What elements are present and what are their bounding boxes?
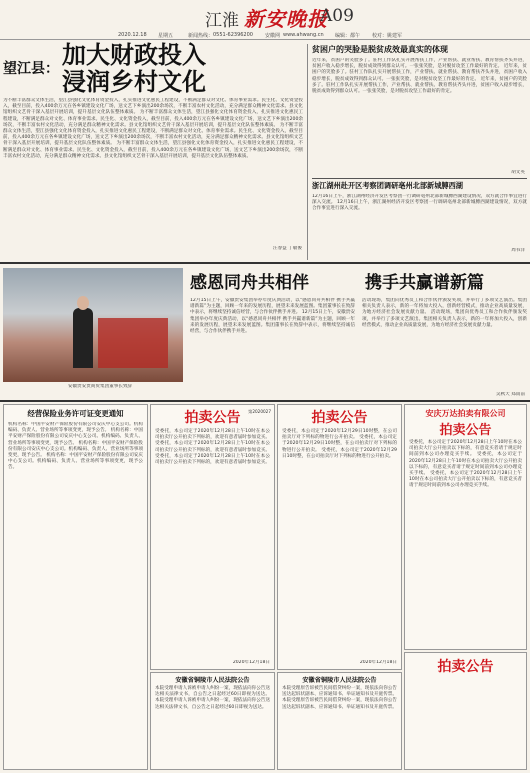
- lead-body-text-cont: 为不断丰富群众文体生活，望江县强化文化体育资金投入，扎实推进文化惠民工程建设，不断满足群众对文化、体育事业需求。民生化、文化资金投入，截至目前，投入400余万元在各乡镇建设文化广场，送文艺下乡演出200余场次，不断丰富农村文化活动，充分满足群众精神文化需求。县文化馆组织文艺骨干深入基层开展培训，提升基层文化队伍整体素质。: [3, 110, 303, 128]
- court1-body-text-cont: 本院受理申请人诉被申请人纠纷一案，现依法向你公告送达相关法律文书，自公告之日起经过60日即视为送达。: [155, 698, 270, 710]
- lead-kicker-wrap: [3, 58, 63, 78]
- speaker-head: [77, 296, 89, 310]
- feature-body-right: [362, 298, 527, 390]
- auction2-body-text-cont: 受委托，本公司定于2020年12月29日10时整，在公司拍卖厅对下列标的物进行公开拍卖。: [282, 435, 397, 453]
- lead-title-2: 浸润乡村文化: [62, 68, 206, 96]
- wanda-company: 安庆万达拍卖有限公司: [425, 409, 506, 418]
- feature-photo-caption: 安徽贵安贵商贸集团董事长致辞: [67, 384, 133, 389]
- story2-body-text-cont2: 近年来，贫困户的笑脸多了。驻村工作队扎实开展帮扶工作，产业帮扶、就业帮扶、教育帮扶齐头并进，贫困户收入稳步增长，脱贫成效得到群众认可。一张张笑脸，是对脱贫攻坚工作最好的肯定。: [312, 76, 527, 95]
- editor: 编辑：都午: [335, 33, 361, 39]
- story2-title: 贫困户的哭脸是脱贫成效最真实的体现: [312, 45, 448, 54]
- wanda-title: 拍卖公告: [439, 423, 492, 438]
- masthead-region: 江淮: [205, 11, 239, 31]
- auction-notice-2: [277, 404, 402, 670]
- hotline-label: 新闻热线：: [188, 33, 214, 39]
- insurance-body-text-cont2: 机构名称：中国平安财产保险股份有限公司安庆中心支公司。机构编码、负责人、营业场所等事项变更，现予公告。: [8, 440, 143, 459]
- insurance-body-text-cont3: 机构名称：中国平安财产保险股份有限公司安庆中心支公司。机构编码、负责人、营业场所等事项变更，现予公告。: [8, 453, 143, 471]
- insurance-body: [4, 422, 147, 762]
- auction2-title: 拍卖公告: [311, 410, 368, 426]
- web-label: 安徽网: [265, 33, 281, 39]
- lead-title-1: 加大财政投入: [62, 41, 206, 69]
- story2-body: [312, 58, 527, 168]
- auction3-title: 拍卖公告: [437, 659, 494, 675]
- court2-body-text-cont: 本院受理原告诉被告民间借贷纠纷一案，现依法向你公告送达起诉状副本、应诉通知书、举证通知书及开庭传票。: [282, 698, 397, 710]
- story3-body-text-cont: 12月16日上午，浙江湖州经济开发区考察团一行调研亳州北部新城膊西湖建设情况，双方就合作事宜进行深入交流。: [312, 200, 527, 212]
- auction2-body-text-cont2: 受委托，本公司定于2020年12月29日10时整，在公司拍卖厅对下列标的物进行公开拍卖。: [282, 447, 397, 459]
- masthead-logo: 新安晚报: [244, 7, 328, 31]
- stage-backdrop: [98, 318, 168, 368]
- auction1-body-text-cont2: 受委托，本公司定于2020年12月28日上午10时在本公司拍卖厅公开拍卖下列标的，欢迎有意者届时参加竞买。: [155, 453, 270, 466]
- story2: [312, 44, 527, 55]
- court-notice-2: [277, 672, 402, 770]
- court1-body: [151, 684, 274, 768]
- lead-body-text-cont3: 为不断丰富群众文体生活，望江县强化文化体育资金投入，扎实推进文化惠民工程建设，不断满足群众对文化、体育事业需求。民生化、文化资金投入，截至目前，投入400余万元在各乡镇建设文化广场，送文艺下乡演出200余场次，不断丰富农村文化活动，充分满足群众精神文化需求。县文化馆组织文艺骨干深入基层开展培训，提升基层文化队伍整体素质。: [3, 141, 303, 159]
- feature-title-right: 携手共赢谱新篇: [365, 273, 484, 293]
- divider-v1: [307, 44, 308, 260]
- insurance-body-text-cont: 机构名称：中国平安财产保险股份有限公司安庆中心支公司。机构编码、负责人、营业场所等事项变更，现予公告。: [8, 428, 143, 446]
- lead-headline: [62, 42, 242, 96]
- feature-photo: [3, 268, 183, 382]
- court2-body-text: 本院受理原告诉被告民间借贷纠纷一案，现依法向你公告送达起诉状副本、应诉通知书、举证通知书及开庭传票。: [282, 686, 397, 698]
- court-notice-1: [150, 672, 275, 770]
- feature-title-right-wrap: [365, 272, 527, 294]
- story3: [312, 181, 527, 191]
- issue-date: 2020.12.18: [118, 32, 147, 38]
- court2-title: 安徽省铜陵市人民法院公告: [302, 677, 377, 684]
- lead-body: [3, 98, 303, 250]
- divider-h3: [0, 400, 530, 402]
- court1-body-text: 本院受理申请人诉被申请人纠纷一案，现依法向你公告送达相关法律文书，自公告之日起经过60日即视为送达。: [155, 686, 270, 698]
- auction1-title: 拍卖公告: [184, 410, 241, 426]
- weekday: 星期五: [158, 33, 174, 39]
- story3-byline: 周书洋: [511, 248, 525, 253]
- wanda-body-text-cont: 受委托，本公司定于2020年12月28日上午10时在本公司拍卖大厅公开拍卖以下标的，有意竞买者请于规定时间前到本公司办理竞买手续。: [409, 452, 522, 477]
- lead-body-text: 为不断丰富群众文体生活，望江县强化文化体育资金投入，扎实推进文化惠民工程建设，不断满足群众对文化、体育事业需求。民生化、文化资金投入，截至目前，投入400余万元在各乡镇建设文化广场，送文艺下乡演出200余场次，不断丰富农村文化活动，充分满足群众精神文化需求。县文化馆组织文艺骨干深入基层开展培训，提升基层文化队伍整体素质。: [3, 98, 303, 116]
- hotline-number: 0551-62396200: [213, 32, 253, 38]
- court2-body: [278, 684, 401, 768]
- feature-byline: 吴秋天 郑雨前: [495, 392, 525, 397]
- dateline: [0, 30, 530, 40]
- auction2-body: [278, 427, 401, 657]
- feature-body-left-text-cont: 12月15日上午，安徽贵安集团举办年度庆典活动，以“感恩同舟共相伴 携手共赢谱新篇”为主题，回顾一年来的发展历程，展望未来发展蓝图。集团董事长在致辞中表示，将继续坚持诚信经营，与合作伙伴携手并进。: [190, 310, 355, 335]
- court1-title: 安徽省铜陵市人民法院公告: [175, 677, 250, 684]
- wanda-body: [405, 438, 526, 638]
- lead-kicker: 望江县：: [3, 61, 59, 77]
- wanda-body-text: 受委托，本公司定于2020年12月28日上午10时在本公司拍卖大厅公开拍卖以下标的，有意竞买者请于规定时间前到本公司办理竞买手续。: [409, 440, 522, 458]
- insurance-title: 经营保险业务许可证变更通知: [27, 409, 124, 418]
- insurance-notice: [3, 404, 148, 770]
- story3-body-text: 12月16日上午，浙江湖州经济开发区考察团一行调研亳州北部新城膊西湖建设情况，双方就合作事宜进行深入交流。: [312, 194, 527, 206]
- divider-h1: [312, 178, 527, 179]
- proofreader: 校对：姚建军: [372, 33, 403, 39]
- feature-body-left: [190, 298, 355, 390]
- insurance-body-text: 机构名称：中国平安财产保险股份有限公司安庆中心支公司。机构编码、负责人、营业场所等事项变更，现予公告。: [8, 422, 143, 434]
- divider-h2: [0, 262, 530, 264]
- auction2-body-text: 受委托，本公司定于2020年12月29日10时整，在公司拍卖厅对下列标的物进行公开拍卖。: [282, 429, 397, 441]
- story2-body-text-cont: 近年来，贫困户的笑脸多了。驻村工作队扎实开展帮扶工作，产业帮扶、就业帮扶、教育帮扶齐头并进，贫困户收入稳步增长，脱贫成效得到群众认可。一张张笑脸，是对脱贫攻坚工作最好的肯定。: [312, 64, 527, 82]
- auction1-number: 第2020027: [248, 409, 271, 414]
- auction-notice-3: [404, 652, 527, 770]
- website[interactable]: www.ahwang.cn: [283, 32, 324, 38]
- wanda-body-text-cont2: 受委托，本公司定于2020年12月28日上午10时在本公司拍卖大厅公开拍卖以下标的，有意竞买者请于规定时间前到本公司办理竞买手续。: [409, 471, 522, 489]
- feature-body-right-text: 活动现场，集团向优秀员工和合作伙伴颁发奖项，并举行了多项文艺演出。集团相关负责人表示，新的一年将加大投入，创新经营模式，推动企业高质量发展，为地方经济社会发展贡献力量。: [362, 298, 527, 316]
- auction1-date: 2020年12月18日: [232, 659, 270, 665]
- masthead: [0, 0, 530, 30]
- wanda-auction: [404, 404, 527, 650]
- auction-notice-1: [150, 404, 275, 670]
- lead-byline: 汪春益 丁敏俊: [272, 246, 302, 251]
- story2-body-text: 近年来，贫困户的笑脸多了。驻村工作队扎实开展帮扶工作，产业帮扶、就业帮扶、教育帮扶齐头并进，贫困户收入稳步增长，脱贫成效得到群众认可。一张张笑脸，是对脱贫攻坚工作最好的肯定。: [312, 58, 527, 70]
- auction1-body: [151, 427, 274, 657]
- feature-body-right-text-cont: 活动现场，集团向优秀员工和合作伙伴颁发奖项，并举行了多项文艺演出。集团相关负责人表示，新的一年将加大投入，创新经营模式，推动企业高质量发展，为地方经济社会发展贡献力量。: [362, 310, 527, 328]
- auction2-date: 2020年12月18日: [359, 659, 397, 665]
- story3-title: 浙江湖州赴开区考察团调研亳州北部新城膊西湖: [312, 181, 463, 190]
- story3-body: [312, 194, 527, 254]
- speaker-figure: [73, 308, 93, 368]
- story2-byline: 胡文英: [511, 170, 525, 175]
- feature-title-left: 感恩同舟共相伴: [190, 273, 309, 293]
- page-number: A09: [320, 6, 354, 26]
- feature-body-left-text: 12月15日上午，安徽贵安集团举办年度庆典活动，以“感恩同舟共相伴 携手共赢谱新篇”为主题，回顾一年来的发展历程，展望未来发展蓝图。集团董事长在致辞中表示，将继续坚持诚信经营，与合作伙伴携手并进。: [190, 298, 355, 316]
- auction1-body-text: 受委托，本公司定于2020年12月28日上午10时在本公司拍卖厅公开拍卖下列标的，欢迎有意者届时参加竞买。: [155, 429, 270, 441]
- auction1-body-text-cont: 受委托，本公司定于2020年12月28日上午10时在本公司拍卖厅公开拍卖下列标的，欢迎有意者届时参加竞买。: [155, 441, 270, 453]
- feature-title-left-wrap: [190, 272, 350, 294]
- lead-body-text-cont2: 为不断丰富群众文体生活，望江县强化文化体育资金投入，扎实推进文化惠民工程建设，不断满足群众对文化、体育事业需求。民生化、文化资金投入，截至目前，投入400余万元在各乡镇建设文化广场，送文艺下乡演出200余场次，不断丰富农村文化活动，充分满足群众精神文化需求。县文化馆组织文艺骨干深入基层开展培训，提升基层文化队伍整体素质。: [3, 122, 303, 147]
